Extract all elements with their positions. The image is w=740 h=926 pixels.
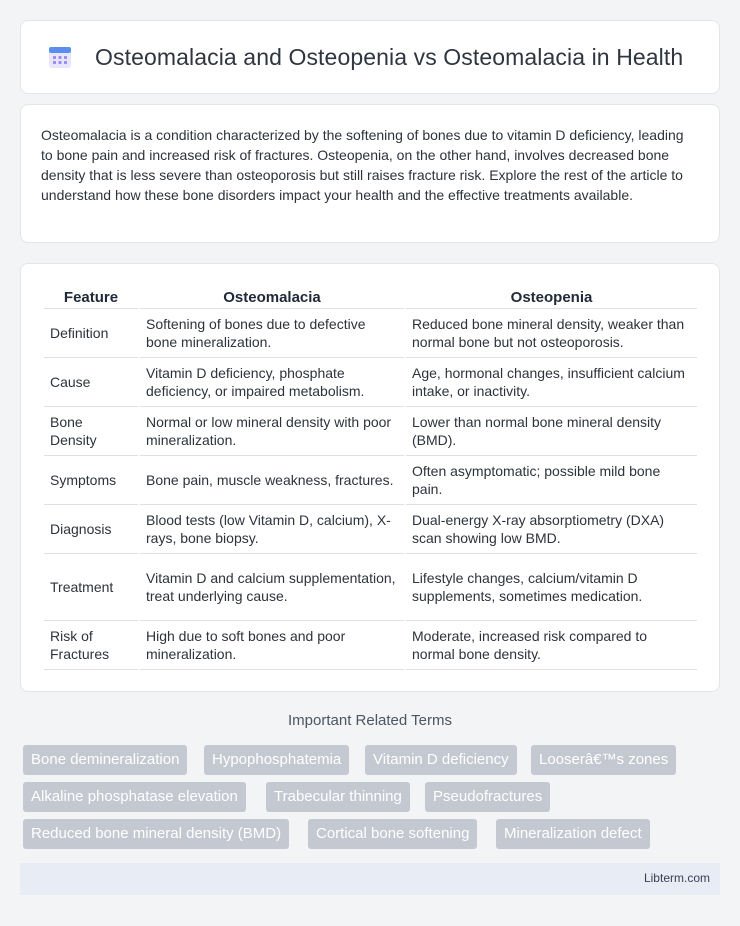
calendar-icon	[47, 44, 73, 70]
row-feature: Risk of Fractures	[44, 621, 138, 670]
row-osteomalacia: Bone pain, muscle weakness, fractures.	[140, 456, 404, 505]
term-tag[interactable]: Mineralization defect	[496, 819, 650, 849]
term-tag[interactable]: Pseudofractures	[425, 782, 550, 812]
row-osteomalacia: Blood tests (low Vitamin D, calcium), X-rays, bone biopsy.	[140, 505, 404, 554]
term-tag[interactable]: Alkaline phosphatase elevation	[23, 782, 246, 812]
row-feature: Bone Density	[44, 407, 138, 456]
row-osteomalacia: High due to soft bones and poor mineralization.	[140, 621, 404, 670]
row-feature: Cause	[44, 358, 138, 407]
table-row	[44, 456, 697, 505]
table-row	[44, 621, 697, 670]
term-tag[interactable]: Vitamin D deficiency	[365, 745, 517, 775]
related-terms-title: Important Related Terms	[288, 712, 452, 729]
comparison-table	[42, 283, 699, 670]
intro-text: Osteomalacia is a condition characterized by the softening of bones due to vitamin D deficiency, leading to bone pain and increased risk of fractures. Osteopenia, on the other hand, involves decreased bone density that is less severe than osteoporosis but still raises fracture risk. Explore the rest of the article to understand how these bone disorders impact your health and the effective treatments available.	[41, 127, 684, 203]
row-osteopenia: Lifestyle changes, calcium/vitamin D supplements, sometimes medication.	[406, 554, 697, 621]
table-row	[44, 358, 697, 407]
row-osteopenia: Lower than normal bone mineral density (BMD).	[406, 407, 697, 456]
header-feature: Feature	[44, 283, 138, 309]
table-row	[44, 309, 697, 358]
row-osteopenia: Age, hormonal changes, insufficient calcium intake, or inactivity.	[406, 358, 697, 407]
footer-site-link[interactable]: Libterm.com	[643, 871, 710, 885]
comparison-table-card	[20, 263, 720, 692]
table-row	[44, 554, 697, 621]
header-card	[20, 20, 720, 94]
header-osteomalacia: Osteomalacia	[140, 283, 404, 309]
footer	[20, 863, 720, 895]
row-osteomalacia: Normal or low mineral density with poor mineralization.	[140, 407, 404, 456]
table-row	[44, 505, 697, 554]
table-header-row	[44, 283, 697, 309]
row-feature: Diagnosis	[44, 505, 138, 554]
table-row	[44, 407, 697, 456]
term-tag[interactable]: Looserâ€™s zones	[531, 745, 676, 775]
row-osteomalacia: Vitamin D and calcium supplementation, treat underlying cause.	[140, 554, 404, 621]
row-osteopenia: Often asymptomatic; possible mild bone pain.	[406, 456, 697, 505]
row-osteomalacia: Softening of bones due to defective bone mineralization.	[140, 309, 404, 358]
term-tag[interactable]: Cortical bone softening	[308, 819, 477, 849]
intro-card	[20, 104, 720, 243]
page-title: Osteomalacia and Osteopenia vs Osteomalacia in Health	[95, 43, 684, 70]
row-osteopenia: Dual-energy X-ray absorptiometry (DXA) scan showing low BMD.	[406, 505, 697, 554]
term-tag[interactable]: Bone demineralization	[23, 745, 187, 775]
row-feature: Treatment	[44, 554, 138, 621]
term-tag[interactable]: Reduced bone mineral density (BMD)	[23, 819, 289, 849]
header-osteopenia: Osteopenia	[406, 283, 697, 309]
term-tag[interactable]: Hypophosphatemia	[204, 745, 349, 775]
term-tag[interactable]: Trabecular thinning	[266, 782, 410, 812]
row-feature: Definition	[44, 309, 138, 358]
row-osteopenia: Moderate, increased risk compared to normal bone density.	[406, 621, 697, 670]
row-feature: Symptoms	[44, 456, 138, 505]
row-osteomalacia: Vitamin D deficiency, phosphate deficiency, or impaired metabolism.	[140, 358, 404, 407]
row-osteopenia: Reduced bone mineral density, weaker than normal bone but not osteoporosis.	[406, 309, 697, 358]
